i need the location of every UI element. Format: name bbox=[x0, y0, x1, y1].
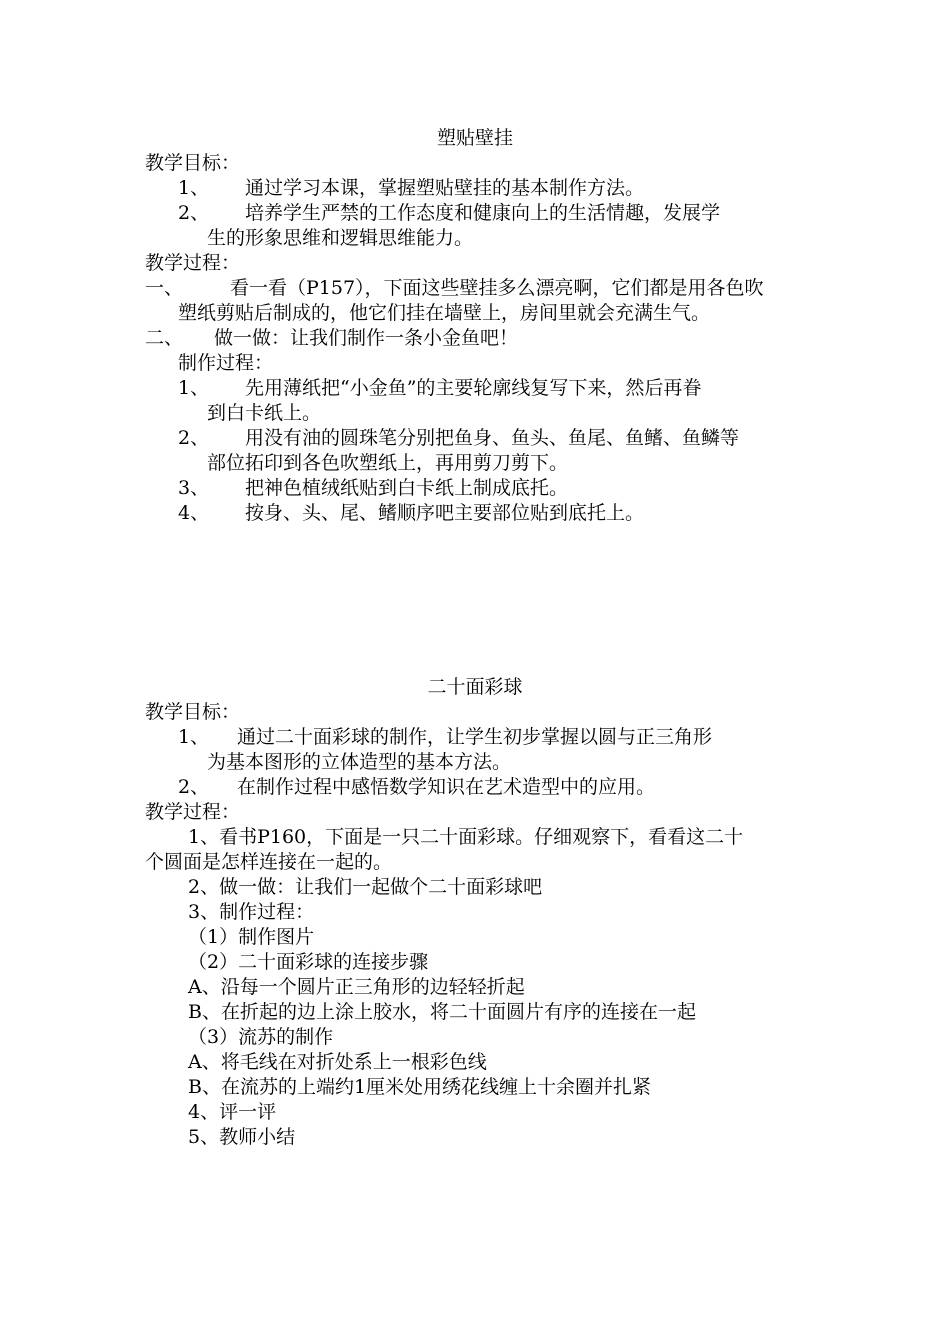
lesson1-goal-2-text-cont: 生的形象思维和逻辑思维能力。 bbox=[207, 227, 474, 249]
lesson1-goal-1-num: 1、 bbox=[178, 177, 210, 199]
lesson1-goals-heading: 教学目标： bbox=[145, 152, 241, 174]
lesson1-process-heading: 教学过程： bbox=[145, 252, 241, 274]
lesson2-process-line-6: （2）二十面彩球的连接步骤 bbox=[188, 951, 429, 973]
lesson2-process-line-11: B、在流苏的上端约1厘米处用绣花线缠上十余圈并扎紧 bbox=[188, 1076, 652, 1098]
lesson2-process-line-2: 个圆面是怎样连接在一起的。 bbox=[145, 851, 393, 873]
lesson1-goal-1-text: 通过学习本课，掌握塑贴壁挂的基本制作方法。 bbox=[245, 177, 645, 199]
lesson2-goal-2-text: 在制作过程中感悟数学知识在艺术造型中的应用。 bbox=[237, 776, 656, 798]
lesson1-title: 塑贴壁挂 bbox=[436, 127, 513, 149]
lesson1-make-2-text: 用没有油的圆珠笔分别把鱼身、鱼头、鱼尾、鱼鳍、鱼鳞等 bbox=[245, 427, 740, 449]
lesson2-title: 二十面彩球 bbox=[427, 676, 523, 698]
lesson1-make-4-num: 4、 bbox=[178, 502, 210, 524]
lesson2-process-line-10: A、将毛线在对折处系上一根彩色线 bbox=[188, 1051, 487, 1073]
lesson2-process-line-3: 2、做一做：让我们一起做个二十面彩球吧 bbox=[188, 876, 543, 898]
lesson2-goal-2-num: 2、 bbox=[178, 776, 210, 798]
lesson1-step-1-text-cont: 塑纸剪贴后制成的，他它们挂在墙壁上，房间里就会充满生气。 bbox=[178, 302, 711, 324]
lesson2-goal-1-num: 1、 bbox=[178, 726, 210, 748]
lesson1-make-3-num: 3、 bbox=[178, 477, 210, 499]
lesson2-process-line-12: 4、评一评 bbox=[188, 1101, 277, 1123]
lesson2-goals-heading: 教学目标： bbox=[145, 701, 241, 723]
lesson2-process-line-4: 3、制作过程： bbox=[188, 901, 315, 923]
lesson2-process-line-1: 1、看书P160，下面是一只二十面彩球。仔细观察下，看看这二十 bbox=[188, 826, 744, 848]
lesson1-step-2-text: 做一做：让我们制作一条小金鱼吧！ bbox=[214, 327, 519, 349]
lesson2-process-line-13: 5、教师小结 bbox=[188, 1126, 296, 1148]
lesson1-step-1-num: 一、 bbox=[145, 277, 184, 299]
lesson1-make-1-text: 先用薄纸把“小金鱼”的主要轮廓线复写下来，然后再眷 bbox=[245, 377, 702, 399]
lesson1-goal-2-num: 2、 bbox=[178, 202, 210, 224]
lesson2-process-line-9: （3）流苏的制作 bbox=[188, 1026, 334, 1048]
lesson1-make-1-num: 1、 bbox=[178, 377, 210, 399]
lesson2-process-line-8: B、在折起的边上涂上胶水，将二十面圆片有序的连接在一起 bbox=[188, 1001, 696, 1023]
lesson1-make-2-num: 2、 bbox=[178, 427, 210, 449]
lesson2-process-line-7: A、沿每一个圆片正三角形的边轻轻折起 bbox=[188, 976, 525, 998]
lesson2-goal-1-text-cont: 为基本图形的立体造型的基本方法。 bbox=[207, 751, 512, 773]
lesson2-process-line-5: （1）制作图片 bbox=[188, 926, 315, 948]
lesson1-step-2-num: 二、 bbox=[145, 327, 184, 349]
lesson1-make-2-text-cont: 部位拓印到各色吹塑纸上，再用剪刀剪下。 bbox=[207, 452, 569, 474]
lesson1-make-1-text-cont: 到白卡纸上。 bbox=[207, 402, 322, 424]
lesson1-make-4-text: 按身、头、尾、鳍顺序吧主要部位贴到底托上。 bbox=[245, 502, 645, 524]
lesson1-make-3-text: 把神色植绒纸贴到白卡纸上制成底托。 bbox=[245, 477, 569, 499]
lesson2-process-heading: 教学过程： bbox=[145, 801, 241, 823]
lesson1-step-1-text: 看一看（P157），下面这些壁挂多么漂亮啊，它们都是用各色吹 bbox=[230, 277, 764, 299]
lesson1-make-heading: 制作过程： bbox=[178, 352, 274, 374]
lesson2-goal-1-text: 通过二十面彩球的制作，让学生初步掌握以圆与正三角形 bbox=[237, 726, 713, 748]
lesson1-goal-2-text: 培养学生严禁的工作态度和健康向上的生活情趣，发展学 bbox=[245, 202, 721, 224]
